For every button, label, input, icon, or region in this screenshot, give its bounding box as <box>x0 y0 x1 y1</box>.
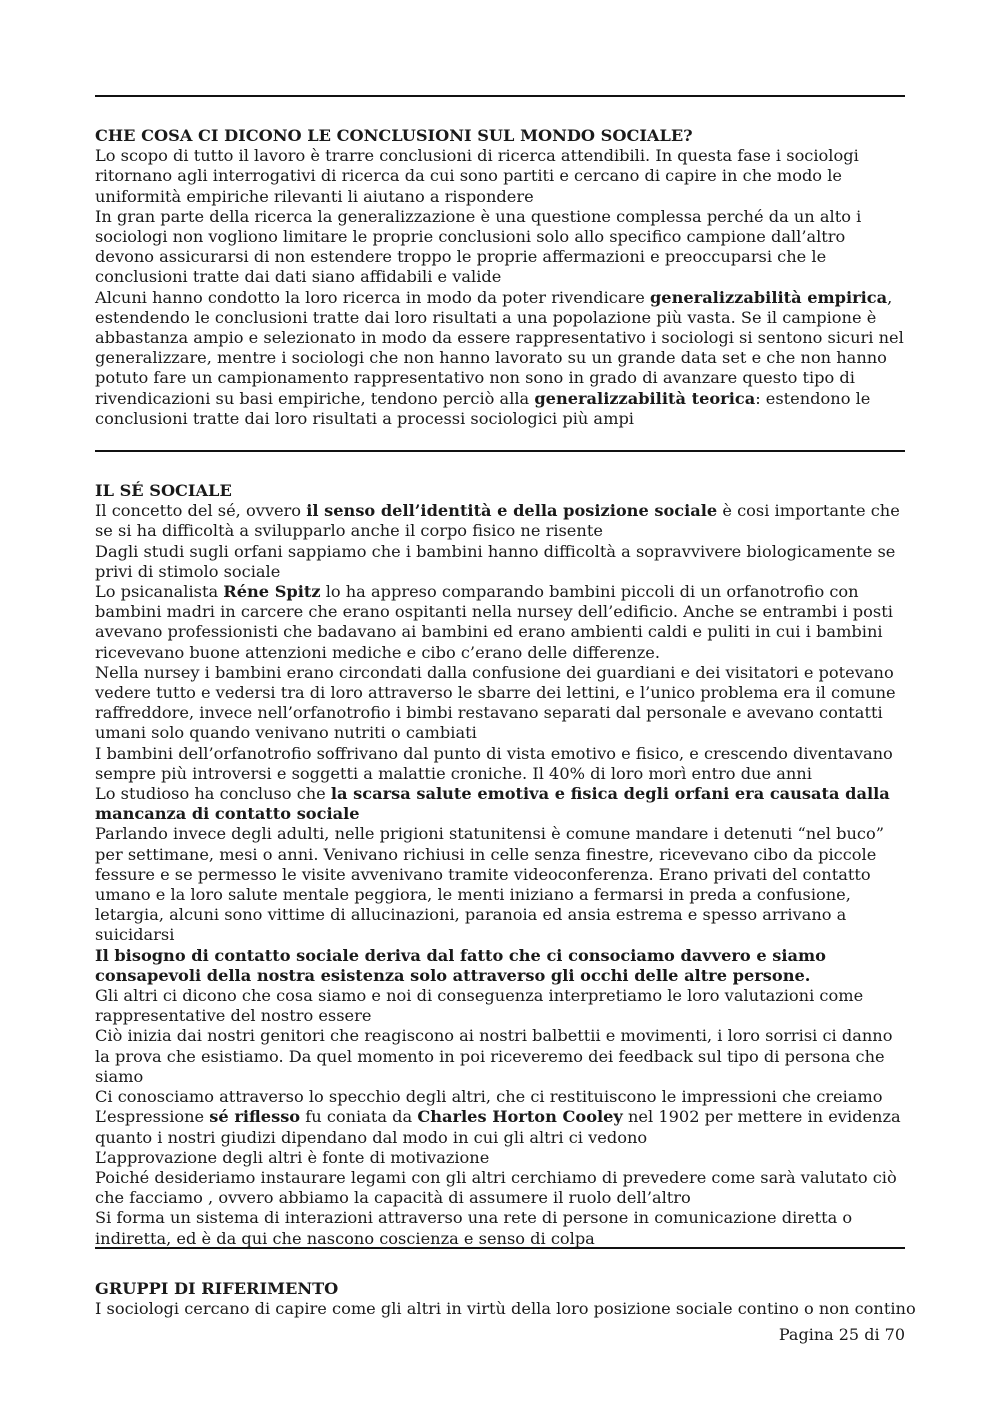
bold-paragraph <box>95 946 907 986</box>
bold-term: la scarsa salute emotiva e fisica degli orfani era causata dalla mancanza di contatto sociale <box>95 784 890 824</box>
paragraph <box>95 582 907 663</box>
page-number: Pagina 25 di 70 <box>778 1325 905 1344</box>
paragraph: Gli altri ci dicono che cosa siamo e noi di conseguenza interpretiamo le loro valutazioni come rappresentative del nostro essere <box>95 986 864 1026</box>
bold-term: sé riflesso <box>209 1107 301 1127</box>
paragraph <box>95 1107 907 1147</box>
section-divider-1 <box>95 450 905 452</box>
bold-term: il senso dell’identità e della posizione sociale <box>306 501 718 521</box>
paragraph: Nella nursey i bambini erano circondati dalla confusione dei guardiani e dei visitatori e potevano vedere tutto e vedersi tra di loro attraverso le sbarre dei lettini, e l’unico problema era il comune raffreddore, invece nell’orfanotrofio i bimbi restavano separati dal personale e avevano contatti umani solo quando venivano nutriti o cambiati <box>95 662 896 743</box>
bold-term: Réne Spitz <box>223 582 321 602</box>
text-run: fu coniata da <box>300 1107 418 1127</box>
section-gruppi-riferimento <box>95 1279 916 1319</box>
section-heading: CHE COSA CI DICONO LE CONCLUSIONI SUL MONDO SOCIALE? <box>95 126 693 145</box>
paragraph: Si forma un sistema di interazioni attraverso una rete di persone in comunicazione diretta o indiretta, ed è da qui che nascono coscienza e senso di colpa <box>95 1208 853 1248</box>
paragraph: In gran parte della ricerca la generalizzazione è una questione complessa perché da un alto i sociologi non vogliono limitare le proprie conclusioni solo allo specifico campione dall’altro devono assicurarsi di non estendere troppo le proprie affermazioni e preoccuparsi che le conclusioni tratte dai dati siano affidabili e valide <box>95 206 862 287</box>
bold-term: generalizzabilità empirica <box>649 287 888 307</box>
text-run: L’espressione <box>95 1107 210 1127</box>
section-heading: IL SÉ SOCIALE <box>95 481 232 500</box>
paragraph: Ci conosciamo attraverso lo specchio degli altri, che ci restituiscono le impressioni che creiamo <box>95 1087 883 1107</box>
paragraph: I sociologi cercano di capire come gli altri in virtù della loro posizione sociale contino o non contino <box>95 1299 916 1319</box>
text-run: Alcuni hanno condotto la loro ricerca in modo da poter rivendicare <box>95 287 650 307</box>
text-run: : estendono le conclusioni tratte dai loro risultati a processi sociologici più ampi <box>95 388 871 428</box>
paragraph <box>95 501 907 541</box>
paragraph <box>95 288 907 429</box>
bold-term: Il bisogno di contatto sociale deriva dal fatto che ci consociamo davvero e siamo consapevoli della nostra esistenza solo attraverso gli occhi delle altre persone. <box>95 945 826 985</box>
section-heading: GRUPPI DI RIFERIMENTO <box>95 1279 339 1298</box>
text-run: Lo psicanalista <box>95 582 224 602</box>
bold-term: generalizzabilità teorica <box>534 388 756 408</box>
text-run: Il concetto del sé, ovvero <box>95 501 307 521</box>
text-run: lo ha appreso comparando bambini piccoli di un orfanotrofio con bambini madri in carcere che erano ospitanti nella nursey dell’edificio. Anche se entrambi i posti avevano professionisti che badavano ai bambini ed erano ambienti caldi e puliti in cui i bambini ricevevano buone attenzioni mediche e cibo c’erano delle differenze. <box>95 582 893 662</box>
text-run: è cosi importante che se si ha difficoltà a svilupparlo anche il corpo fisico ne risente <box>95 501 900 541</box>
paragraph: L’approvazione degli altri è fonte di motivazione <box>95 1147 490 1167</box>
text-run: , estendendo le conclusioni tratte dai loro risultati a una popolazione più vasta. Se il campione è abbastanza ampio e selezionato in modo da essere rappresentativo i sociologi si sentono sicuri nel generalizzare, mentre i sociologi che non hanno lavorato su un grande data set e che non hanno potuto fare un campionamento rappresentativo non sono in grado di avanzare questo tipo di rivendicazioni su basi empiriche, tendono perciò alla <box>95 287 904 408</box>
text-run: Lo studioso ha concluso che <box>95 784 331 804</box>
section-se-sociale <box>95 481 907 1249</box>
paragraph: Ciò inizia dai nostri genitori che reagiscono ai nostri balbettii e movimenti, i loro sorrisi ci danno la prova che esistiamo. Da quel momento in poi riceveremo dei feedback sul tipo di persona che siamo <box>95 1026 893 1086</box>
text-run: nel 1902 per mettere in evidenza quanto i nostri giudizi dipendano dal modo in cui gli altri ci vedono <box>95 1107 901 1147</box>
top-rule <box>95 95 905 97</box>
bold-term: Charles Horton Cooley <box>417 1107 623 1127</box>
paragraph: Poiché desideriamo instaurare legami con gli altri cerchiamo di prevedere come sarà valutato ciò che facciamo , ovvero abbiamo la capacità di assumere il ruolo dell’altro <box>95 1167 897 1208</box>
paragraph: I bambini dell’orfanotrofio soffrivano dal punto di vista emotivo e fisico, e crescendo diventavano sempre più introversi e soggetti a malattie croniche. Il 40% di loro morì entro due anni <box>95 743 893 783</box>
paragraph <box>95 784 907 824</box>
paragraph: Lo scopo di tutto il lavoro è trarre conclusioni di ricerca attendibili. In questa fase i sociologi ritornano agli interrogativi di ricerca da cui sono partiti e cercano di capire in che modo le uniformità empiriche rilevanti li aiutano a rispondere <box>95 146 859 206</box>
paragraph: Parlando invece degli adulti, nelle prigioni statunitensi è comune mandare i detenuti “nel buco” per settimane, mesi o anni. Venivano richiusi in celle senza finestre, ricevevano cibo da piccole fessure e se permesso le visite avvenivano tramite videoconferenza. Erano privati del contatto umano e la loro salute mentale peggiora, le menti iniziano a fermarsi in preda a confusione, letargia, alcuni sono vittime di allucinazioni, paranoia ed ansia estrema e spesso arrivano a suicidarsi <box>95 824 884 945</box>
paragraph: Dagli studi sugli orfani sappiamo che i bambini hanno difficoltà a sopravvivere biologicamente se privi di stimolo sociale <box>95 541 896 581</box>
section-conclusioni <box>95 126 907 429</box>
